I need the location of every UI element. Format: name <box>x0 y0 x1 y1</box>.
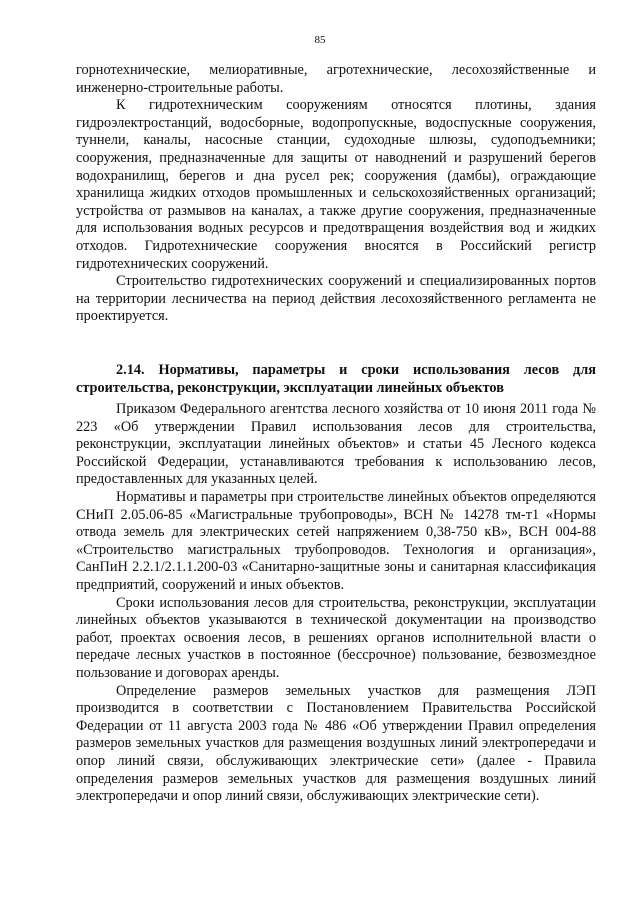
section-spacer <box>76 326 596 362</box>
page-number: 85 <box>314 34 326 46</box>
paragraph-hydro-structures: К гидротехническим сооружениям относятся плотины, здания гидроэлектростанций, водосборные, водопропускные, водоспускные сооружения, туннели, каналы, насосные станции, судоходные шлюзы, судоподъемники; сооружения, предназначенные для защиты от наводнений и разрушений берегов водохранилищ, берегов и дна русел рек; сооружения (дамбы), ограждающие хранилища жидких отходов промышленных и сельскохозяйственных организаций; устройства от размывов на каналах, а также другие сооружения, предназначенные для использования водных ресурсов и предотвращения воздействия вод и жидких отходов. Гидротехнические сооружения вносятся в Российский регистр гидротехнических сооружений. <box>76 97 596 272</box>
paragraph-land-plots: Определение размеров земельных участков для размещения ЛЭП производится в соответствии с Постановлением Правительства Российской Федерации от 11 августа 2003 года № 486 «Об утверждении Правил определения размеров земельных участков для размещения воздушных линий электропередачи и опор линий связи, обслуживающих электрические сети» (далее - Правила определения размеров земельных участков для размещения воздушных линий электропередачи и опор линий связи, обслуживающих электрические сети). <box>76 682 596 805</box>
section-heading: 2.14. Нормативы, параметры и сроки использования лесов для строительства, реконструкции, эксплуатации линейных объектов <box>76 361 596 396</box>
paragraph-hydro-construction: Строительство гидротехнических сооружений и специализированных портов на территории лесничества на период действия лесохозяйственного регламента не проектируется. <box>76 273 596 325</box>
paragraph-norms: Нормативы и параметры при строительстве линейных объектов определяются СНиП 2.05.06-85 «Магистральные трубопроводы», ВСН № 14278 тм-т1 «Нормы отвода земель для электрических сетей напряжением 0,38-750 кВ», ВСН 004-88 «Строительство магистральных трубопроводов. Технология и организация», СанПиН 2.2.1/2.1.1.200-03 «Санитарно-защитные зоны и санитарная классификация предприятий, сооружений и иных объектов. <box>76 489 596 594</box>
paragraph-continuation: горнотехнические, мелиоративные, агротехнические, лесохозяйственные и инженерно-строительные работы. <box>76 62 596 96</box>
paragraph-terms: Сроки использования лесов для строительства, реконструкции, эксплуатации линейных объектов указываются в технической документации на производство работ, проектах освоения лесов, в решениях органов исполнительной власти о передаче лесных участков в постоянное (бессрочное) пользование, безвозмездное пользование и договорах аренды. <box>76 594 596 681</box>
document-body <box>76 62 596 806</box>
paragraph-order: Приказом Федерального агентства лесного хозяйства от 10 июня 2011 года № 223 «Об утверждении Правил использования лесов для строительства, реконструкции, эксплуатации линейных объектов» и статьи 45 Лесного кодекса Российской Федерации, устанавливаются требования к использованию лесов, предоставленных для указанных целей. <box>76 401 596 488</box>
